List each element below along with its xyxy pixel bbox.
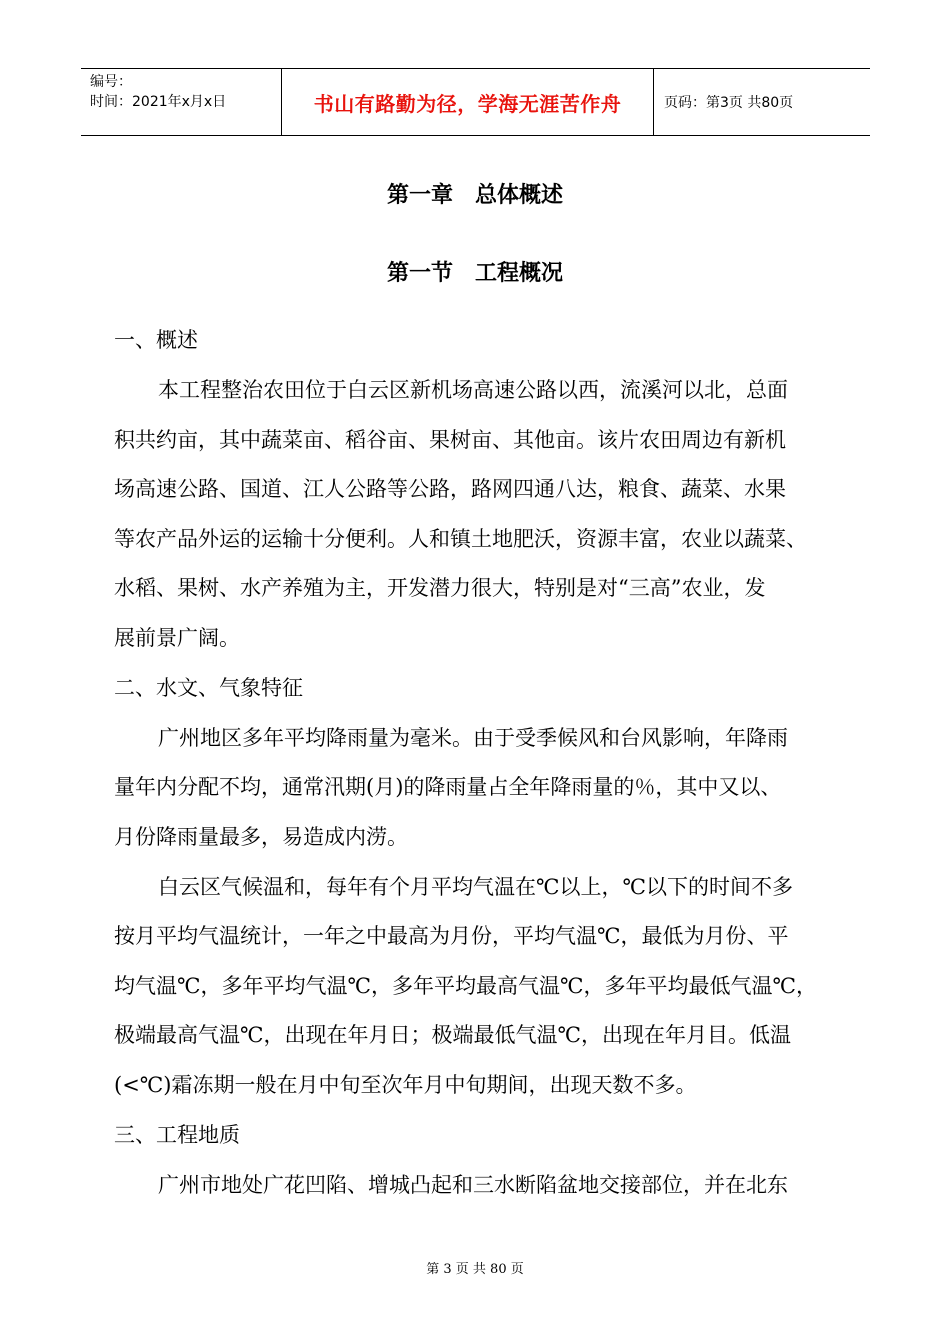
number-label: 编号： bbox=[90, 74, 132, 90]
document-header bbox=[81, 68, 870, 136]
page-footer: 第 3 页 共 80 页 bbox=[426, 1262, 524, 1277]
paragraph-line: (<℃)霜冻期一般在月中旬至次年月中旬期间，出现天数不多。 bbox=[114, 1073, 697, 1097]
chapter-title: 第一章 总体概述 bbox=[386, 183, 563, 208]
header-meta bbox=[81, 69, 282, 135]
paragraph-line: 广州市地处广花凹陷、增城凸起和三水断陷盆地交接部位，并在北东 bbox=[158, 1173, 788, 1197]
paragraph-line: 积共约亩，其中蔬菜亩、稻谷亩、果树亩、其他亩。该片农田周边有新机 bbox=[114, 428, 786, 452]
paragraph-line: 本工程整治农田位于白云区新机场高速公路以西，流溪河以北，总面 bbox=[158, 378, 788, 402]
paragraph-line: 白云区气候温和，每年有个月平均气温在℃以上，℃以下的时间不多 bbox=[158, 875, 793, 899]
paragraph-line: 水稻、果树、水产养殖为主，开发潜力很大，特别是对“三高”农业，发 bbox=[114, 576, 766, 600]
section-heading-hydrology: 二、水文、气象特征 bbox=[114, 676, 303, 700]
section-title: 第一节 工程概况 bbox=[386, 261, 563, 286]
paragraph-line: 广州地区多年平均降雨量为毫米。由于受季候风和台风影响，年降雨 bbox=[158, 726, 788, 750]
section-heading-overview: 一、概述 bbox=[114, 328, 198, 352]
date-label: 时间：2021年x月x日 bbox=[90, 94, 227, 110]
header-motto: 书山有路勤为径，学海无涯苦作舟 bbox=[282, 69, 654, 135]
paragraph-line: 展前景广阔。 bbox=[114, 626, 240, 650]
section-heading-geology: 三、工程地质 bbox=[114, 1123, 240, 1147]
header-page-info: 页码：第3页 共80页 bbox=[664, 95, 794, 111]
paragraph-line: 场高速公路、国道、江人公路等公路，路网四通八达，粮食、蔬菜、水果 bbox=[114, 477, 786, 501]
paragraph-line: 等农产品外运的运输十分便利。人和镇土地肥沃，资源丰富，农业以蔬菜、 bbox=[114, 527, 807, 551]
paragraph-line: 月份降雨量最多，易造成内涝。 bbox=[114, 825, 408, 849]
paragraph-line: 均气温℃，多年平均气温℃，多年平均最高气温℃，多年平均最低气温℃， bbox=[114, 974, 817, 998]
paragraph-line: 量年内分配不均，通常汛期(月)的降雨量占全年降雨量的％，其中又以、 bbox=[114, 775, 782, 799]
paragraph-line: 极端最高气温℃，出现在年月日；极端最低气温℃，出现在年月目。低温 bbox=[114, 1023, 791, 1047]
paragraph-line: 按月平均气温统计，一年之中最高为月份，平均气温℃，最低为月份、平 bbox=[114, 924, 789, 948]
